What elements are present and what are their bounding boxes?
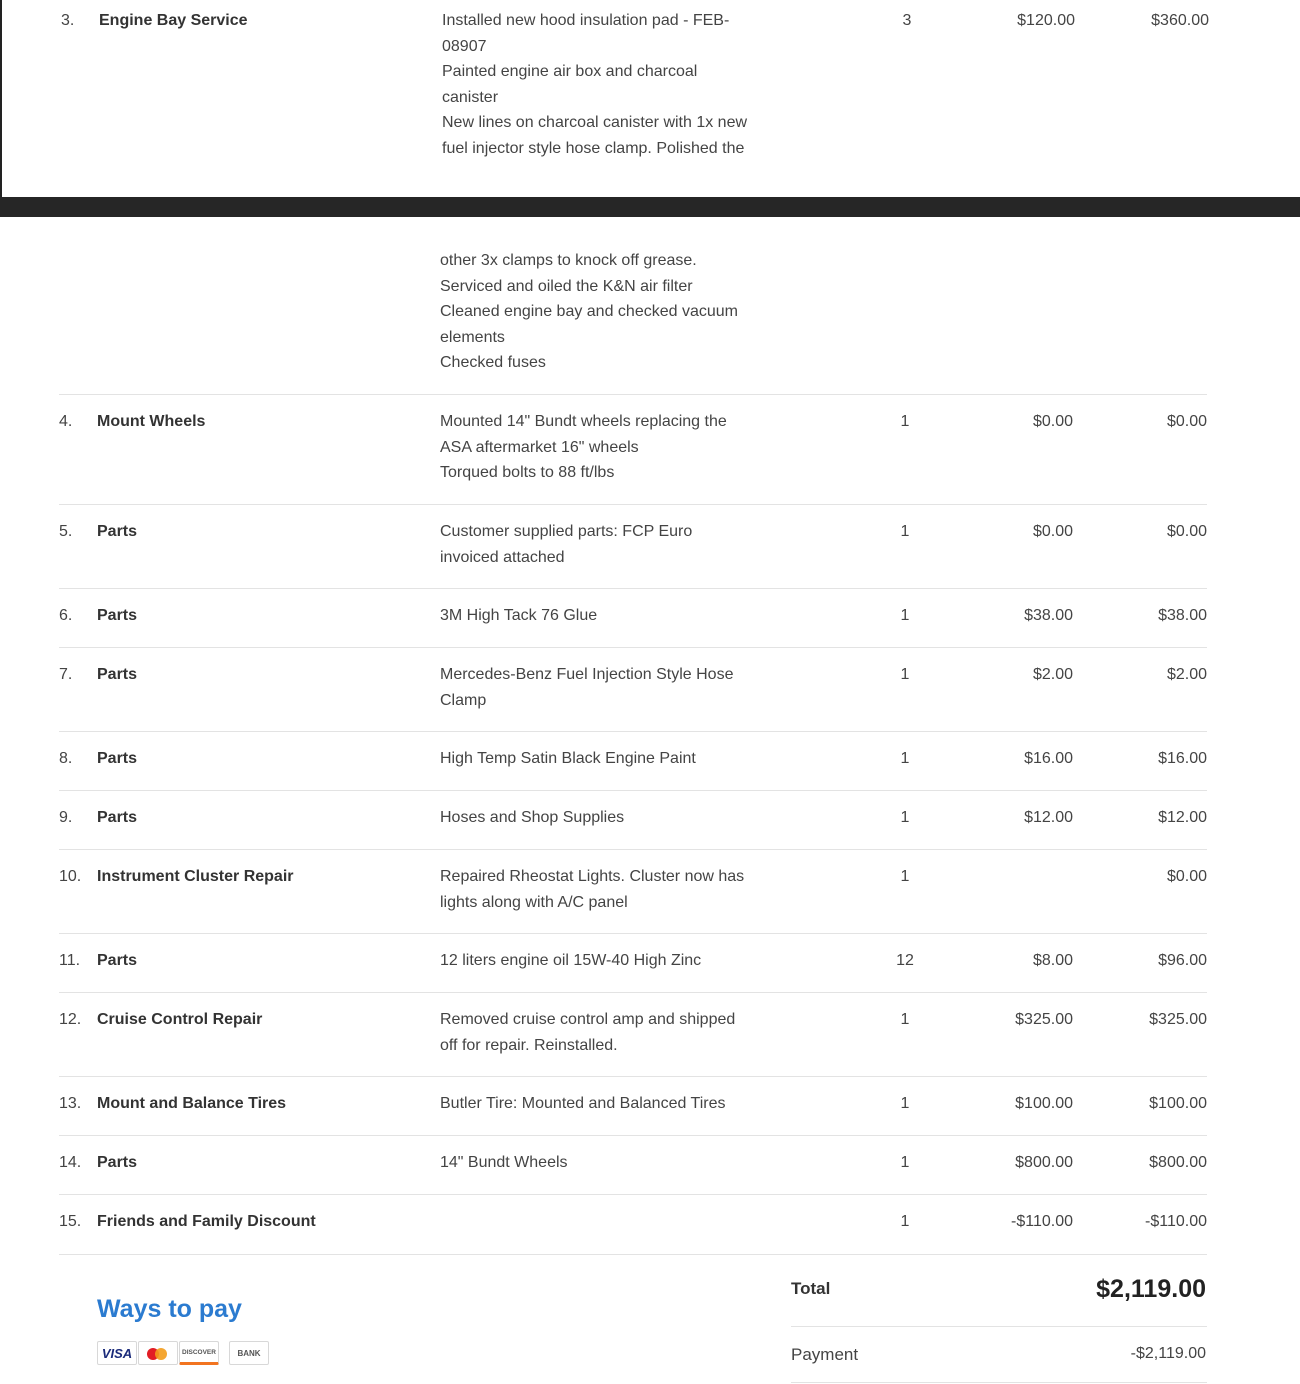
item-description <box>440 1007 790 1058</box>
item-name: Parts <box>97 666 138 683</box>
item-amount: $100.00 <box>1149 1095 1207 1112</box>
line-item-3 <box>61 8 1209 188</box>
item-price: $0.00 <box>1032 523 1073 540</box>
summary-divider <box>791 1382 1207 1383</box>
line-item-6 <box>59 603 1207 648</box>
item-name: Parts <box>97 607 138 624</box>
item-amount: $38.00 <box>1158 607 1207 624</box>
item-description <box>440 746 790 772</box>
item-name: Instrument Cluster Repair <box>97 868 294 885</box>
description-line: Mercedes-Benz Fuel Injection Style Hose <box>440 666 734 683</box>
item-price: $800.00 <box>1015 1154 1073 1171</box>
mastercard-icon <box>138 1341 178 1365</box>
line-item-5 <box>59 519 1207 589</box>
line-item-15 <box>59 1209 1207 1253</box>
item-amount: $96.00 <box>1158 952 1207 969</box>
description-line: 3M High Tack 76 Glue <box>440 607 598 624</box>
description-line: lights along with A/C panel <box>440 893 628 911</box>
item-amount: $12.00 <box>1158 809 1207 826</box>
item-number: 9. <box>59 809 73 826</box>
item-number: 12. <box>59 1011 82 1028</box>
description-line: Cleaned engine bay and checked vacuum <box>440 303 738 320</box>
description-line: canister <box>442 88 499 106</box>
item-description <box>440 519 790 570</box>
description-line: Serviced and oiled the K&N air filter <box>440 277 693 295</box>
description-line: New lines on charcoal canister with 1x new <box>442 114 748 131</box>
item-amount: -$110.00 <box>1145 1213 1207 1230</box>
visa-icon: VISA <box>97 1341 137 1365</box>
item-number: 10. <box>59 868 82 885</box>
description-line: Hoses and Shop Supplies <box>440 809 625 826</box>
line-item-4 <box>59 409 1207 505</box>
line-item-3-continued <box>59 248 1207 395</box>
item-number: 5. <box>59 523 73 540</box>
item-number: 13. <box>59 1095 82 1112</box>
description-line: elements <box>440 328 505 346</box>
item-quantity: 1 <box>900 750 910 767</box>
item-price: -$110.00 <box>1011 1213 1073 1230</box>
description-line: Painted engine air box and charcoal <box>442 63 698 80</box>
description-line: 14" Bundt Wheels <box>440 1154 568 1171</box>
item-price: $100.00 <box>1015 1095 1073 1112</box>
description-line: fuel injector style hose clamp. Polished the <box>442 139 745 157</box>
line-item-14 <box>59 1150 1207 1195</box>
item-price: $325.00 <box>1015 1011 1073 1028</box>
item-price: $8.00 <box>1032 952 1073 969</box>
description-line: Repaired Rheostat Lights. Cluster now has <box>440 868 745 885</box>
item-name: Mount Wheels <box>97 413 206 430</box>
total-label: Total <box>791 1279 831 1298</box>
item-description <box>440 1150 790 1176</box>
total-value: $2,119.00 <box>1096 1275 1206 1303</box>
item-name: Parts <box>97 952 138 969</box>
description-line: Checked fuses <box>440 354 546 371</box>
item-name: Parts <box>97 750 138 767</box>
item-quantity: 1 <box>900 1213 910 1230</box>
item-description <box>440 248 790 376</box>
ways-to-pay-heading: Ways to pay <box>97 1295 242 1323</box>
item-amount: $16.00 <box>1158 750 1207 767</box>
item-quantity: 1 <box>900 1095 910 1112</box>
payment-label: Payment <box>791 1345 859 1364</box>
item-name: Parts <box>97 1154 138 1171</box>
line-item-7 <box>59 662 1207 732</box>
item-number: 15. <box>59 1213 82 1230</box>
item-number: 8. <box>59 750 73 767</box>
item-number: 7. <box>59 666 73 683</box>
item-quantity: 12 <box>896 952 914 969</box>
item-quantity: 1 <box>900 666 910 683</box>
item-number: 11. <box>59 952 81 969</box>
description-line: Installed new hood insulation pad - FEB- <box>442 12 730 29</box>
item-description <box>440 1091 790 1117</box>
description-line: other 3x clamps to knock off grease. <box>440 252 697 269</box>
table-bottom-divider <box>59 1254 1207 1255</box>
item-name: Cruise Control Repair <box>97 1011 263 1028</box>
item-number: 14. <box>59 1154 82 1171</box>
description-line: 12 liters engine oil 15W-40 High Zinc <box>440 952 702 969</box>
summary-divider <box>791 1326 1207 1327</box>
item-quantity: 1 <box>900 868 910 885</box>
description-line: ASA aftermarket 16" wheels <box>440 438 639 456</box>
bank-icon: BANK <box>229 1341 269 1365</box>
item-amount: $0.00 <box>1166 523 1207 540</box>
item-number: 4. <box>59 413 73 430</box>
item-quantity: 1 <box>900 809 910 826</box>
item-description <box>440 662 790 713</box>
item-quantity: 1 <box>900 413 910 430</box>
description-line: Butler Tire: Mounted and Balanced Tires <box>440 1095 726 1112</box>
invoice-page-1 <box>0 0 1300 197</box>
description-line: High Temp Satin Black Engine Paint <box>440 750 696 767</box>
description-line: off for repair. Reinstalled. <box>440 1036 618 1054</box>
item-name: Parts <box>97 809 138 826</box>
item-amount: $0.00 <box>1166 413 1207 430</box>
item-description <box>442 8 792 161</box>
description-line: Torqued bolts to 88 ft/lbs <box>440 464 615 481</box>
item-amount: $325.00 <box>1149 1011 1207 1028</box>
item-quantity: 1 <box>900 607 910 624</box>
payment-value: -$2,119.00 <box>1130 1345 1206 1362</box>
description-line: Removed cruise control amp and shipped <box>440 1011 736 1028</box>
item-price: $16.00 <box>1024 750 1073 767</box>
line-item-9 <box>59 805 1207 850</box>
item-name: Mount and Balance Tires <box>97 1095 287 1112</box>
item-amount: $360.00 <box>1151 12 1209 29</box>
item-description <box>440 603 790 629</box>
item-quantity: 1 <box>900 1154 910 1171</box>
page-break <box>0 197 1300 217</box>
description-line: 08907 <box>442 37 487 55</box>
description-line: Customer supplied parts: FCP Euro <box>440 523 693 540</box>
item-name: Friends and Family Discount <box>97 1213 316 1230</box>
item-quantity: 3 <box>902 12 912 29</box>
line-item-10 <box>59 864 1207 934</box>
description-line: Mounted 14" Bundt wheels replacing the <box>440 413 727 430</box>
item-number: 3. <box>61 12 75 29</box>
item-price: $0.00 <box>1032 413 1073 430</box>
line-item-13 <box>59 1091 1207 1136</box>
item-amount: $2.00 <box>1166 666 1207 683</box>
item-price: $120.00 <box>1017 12 1075 29</box>
item-name: Parts <box>97 523 138 540</box>
item-quantity: 1 <box>900 1011 910 1028</box>
discover-icon: DISCOVER <box>179 1341 219 1365</box>
item-description <box>440 948 790 974</box>
item-quantity: 1 <box>900 523 910 540</box>
description-line: invoiced attached <box>440 548 565 566</box>
line-item-12 <box>59 1007 1207 1077</box>
item-price: $12.00 <box>1024 809 1073 826</box>
line-item-8 <box>59 746 1207 791</box>
item-number: 6. <box>59 607 73 624</box>
item-description <box>440 864 790 915</box>
line-item-11 <box>59 948 1207 993</box>
item-amount: $800.00 <box>1149 1154 1207 1171</box>
item-description <box>440 805 790 831</box>
item-amount: $0.00 <box>1166 868 1207 885</box>
item-price: $38.00 <box>1024 607 1073 624</box>
item-name: Engine Bay Service <box>99 12 248 29</box>
item-description <box>440 409 790 486</box>
description-line: Clamp <box>440 691 487 709</box>
item-price: $2.00 <box>1032 666 1073 683</box>
